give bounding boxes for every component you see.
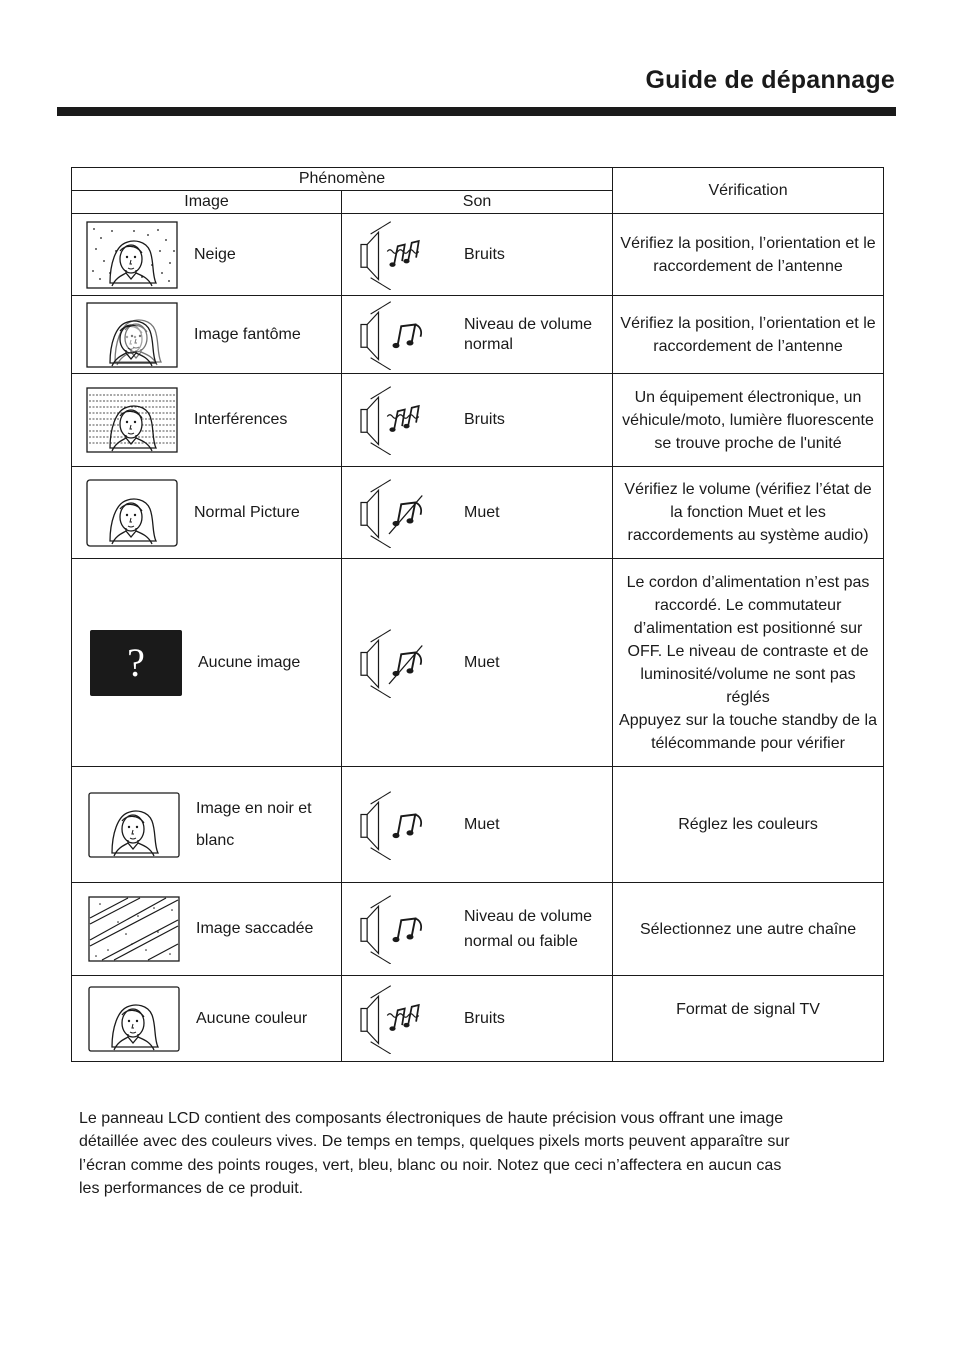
verification-text: Vérifiez le volume (vérifiez l’état de la fonction Muet et les raccordements au système audio) — [613, 467, 884, 559]
image-label: Image saccadée — [196, 920, 314, 937]
table-row — [72, 976, 884, 1062]
speaker-noise-icon — [354, 984, 438, 1054]
image-label: Interférences — [194, 411, 288, 428]
note-line: Le panneau LCD contient des composants électroniques de haute précision vous offrant une image — [79, 1110, 784, 1127]
ghost-picture-icon — [86, 302, 178, 368]
table-row — [72, 296, 884, 374]
sound-label: Bruits — [464, 411, 505, 428]
table-row — [72, 767, 884, 883]
table-row — [72, 467, 884, 559]
image-label: Normal Picture — [194, 503, 300, 521]
image-header: Image — [72, 191, 342, 214]
sound-label: Bruits — [464, 245, 505, 263]
no-picture-icon — [90, 630, 182, 696]
speaker-music-icon — [354, 300, 438, 370]
speaker-music-icon — [354, 790, 438, 860]
interference-picture-icon — [86, 387, 178, 453]
page-title: Guide de dépannage — [645, 66, 895, 94]
phenomenon-header: Phénomène — [72, 168, 613, 191]
speaker-mute-icon — [354, 628, 438, 698]
speaker-noise-icon — [354, 220, 438, 290]
no-color-picture-icon — [88, 986, 180, 1052]
speaker-music-icon — [354, 894, 438, 964]
verification-text: Sélectionnez une autre chaîne — [613, 883, 884, 976]
verification-text: Format de signal TV — [613, 976, 884, 1062]
verification-header: Vérification — [613, 168, 884, 214]
normal-picture-icon — [86, 479, 178, 547]
sound-label: Bruits — [464, 1009, 505, 1027]
troubleshooting-table — [71, 167, 884, 1062]
verification-text: Réglez les couleurs — [613, 767, 884, 883]
image-label: Image fantôme — [194, 325, 301, 343]
sound-label: Muet — [464, 503, 500, 521]
verification-text: Le cordon d’alimentation n’est pas raccordé. Le commutateur d’alimentation est positionné sur OFF. Le niveau de contraste et de luminosité/volume ne sont pas réglés Appuyez sur la touche standby de la télécommande pour vérifier — [613, 559, 884, 767]
verification-text: Un équipement électronique, un véhicule/moto, lumière fluorescente se trouve proche de l'unité — [613, 374, 884, 467]
image-label: Neige — [194, 245, 236, 263]
note-line: l’écran comme des points rouges, vert, bleu, blanc ou noir. Notez que ceci n’affectera en aucun cas — [79, 1156, 782, 1174]
sound-label: Muet — [464, 815, 500, 833]
title-rule — [57, 107, 896, 116]
bw-picture-icon — [88, 792, 180, 858]
verification-text: Vérifiez la position, l’orientation et le raccordement de l’antenne — [613, 214, 884, 296]
speaker-noise-icon — [354, 385, 438, 455]
sound-label: Niveau de volume normal — [464, 315, 593, 353]
question-mark: ? — [127, 639, 145, 685]
lcd-pixel-note — [79, 1107, 879, 1200]
image-label: Aucune couleur — [196, 1009, 308, 1027]
note-line: détaillée avec des couleurs vives. De temps en temps, quelques pixels morts peuvent apparaître sur — [79, 1133, 790, 1151]
note-line: les performances de ce produit. — [79, 1179, 304, 1197]
image-label: Image en noir et blanc — [196, 799, 312, 849]
verification-text: Vérifiez la position, l’orientation et le raccordement de l’antenne — [613, 296, 884, 374]
sound-header: Son — [342, 191, 613, 214]
speaker-mute-icon — [354, 478, 438, 548]
table-row — [72, 374, 884, 467]
image-label: Aucune image — [198, 653, 301, 671]
sound-label: Muet — [464, 653, 500, 671]
table-row — [72, 883, 884, 976]
jerky-picture-icon — [88, 896, 180, 962]
sound-label: Niveau de volume normal ou faible — [464, 908, 593, 950]
table-row — [72, 559, 884, 767]
snow-picture-icon — [86, 221, 178, 289]
table-row — [72, 214, 884, 296]
